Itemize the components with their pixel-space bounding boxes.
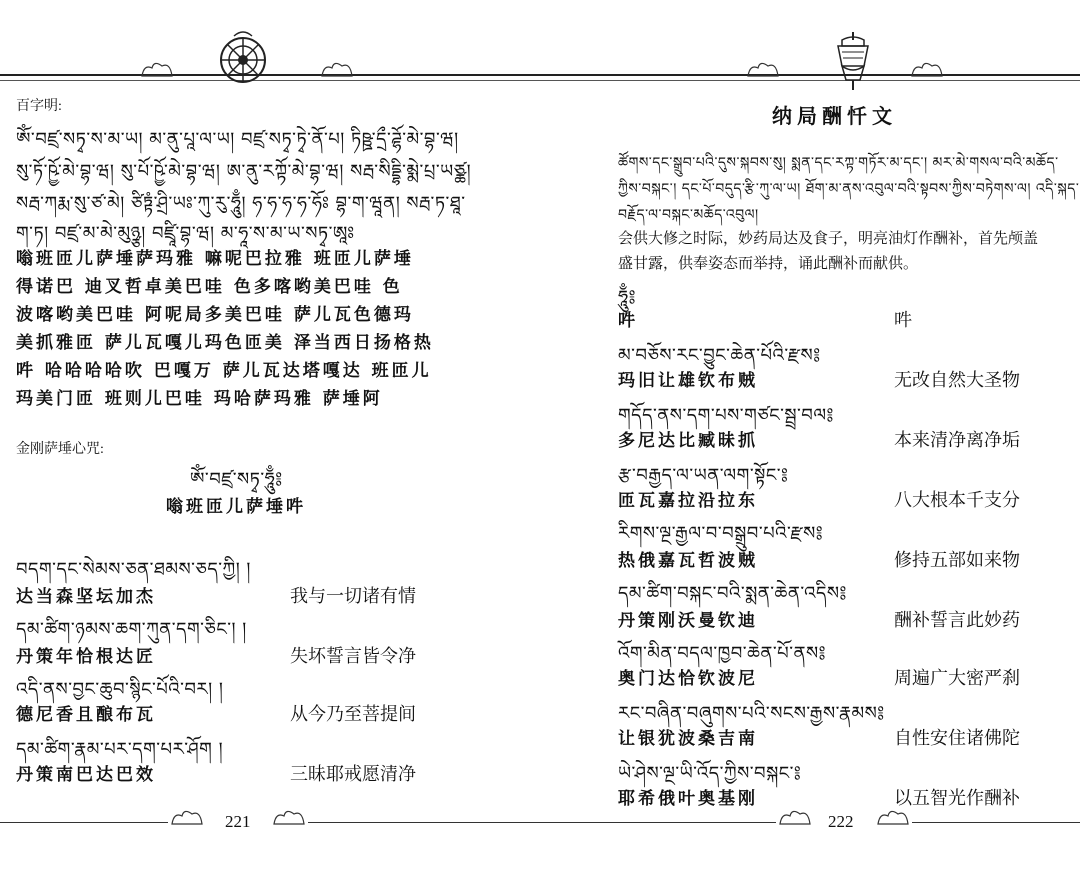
verse-tibetan: དམ་ཚིག་རྣམ་པར་དག་པར་ཤོག །	[16, 739, 224, 760]
verse-transliteration: 匝瓦嘉拉沿拉东	[618, 491, 758, 511]
mantra-tibetan-line: སུ་ཏོ་ཥྱོ་མེ་བྷ་ཝ། སུ་པོ་ཥྱོ་མེ་བྷ་ཝ། ཨ་ནུ་རཀྟོ་མེ་བྷ་ཝ། སརྦ་སིདྡྷི་མྨེ་པྲ་ཡཙྪ།	[16, 161, 472, 182]
verse-chinese: 失坏誓言皆令净	[290, 646, 416, 667]
hum-transliteration: 吽	[618, 311, 638, 331]
hum-chinese: 吽	[894, 310, 912, 331]
verse-transliteration: 玛旧让雄钦布贼	[618, 371, 758, 391]
verse-transliteration: 奥门达恰钦波尼	[618, 669, 758, 689]
cloud-ornament-icon	[746, 60, 780, 78]
verse-chinese: 我与一切诸有情	[290, 586, 416, 607]
page-number: 221	[225, 812, 251, 831]
header-rule	[540, 74, 1080, 76]
cloud-ornament-icon	[272, 808, 306, 826]
verse-chinese: 修持五部如来物	[894, 550, 1020, 571]
heart-mantra-transliteration: 嗡班匝儿萨埵吽	[166, 497, 306, 517]
verse-tibetan: དམ་ཚིག་བསྐང་བའི་སྨན་ཆེན་འདིས༔	[618, 583, 847, 604]
cloud-ornament-icon	[910, 60, 944, 78]
mantra-transliteration-line: 美抓雅匝 萨儿瓦嘎儿玛色匝美 泽当西日扬格热	[16, 333, 434, 353]
verse-transliteration: 耶希俄叶奥基刚	[618, 789, 758, 809]
intro-tibetan-line: ཚོགས་དང་སྒྲུབ་པའི་དུས་སྐབས་སུ། སྨན་དང་རཀྟ་གཏོར་མ་དང༌། མར་མེ་གསལ་བའི་མཆོད་	[618, 155, 1059, 171]
verse-tibetan: མ་བཅོས་རང་བྱུང་ཆེན་པོའི་རྫས༔	[618, 345, 821, 366]
cloud-ornament-icon	[876, 808, 910, 826]
verse-transliteration: 让银犹波桑吉南	[618, 729, 758, 749]
heart-mantra-tibetan: ཨོཾ་བཛྲ་སཏྭ་ཧཱུྃ༔	[190, 469, 283, 490]
verse-transliteration: 丹策南巴达巴效	[16, 765, 156, 785]
verse-chinese: 从今乃至菩提间	[290, 704, 416, 725]
page-number: 222	[828, 812, 854, 831]
verse-chinese: 自性安住诸佛陀	[894, 728, 1020, 749]
verse-tibetan: དམ་ཚིག་ཉམས་ཆག་ཀུན་དག་ཅིང་། །	[16, 619, 247, 640]
verse-transliteration: 达当森坚坛加杰	[16, 587, 156, 607]
section-label-hundred-syllable: 百字明:	[16, 99, 62, 114]
mantra-transliteration-line: 吽 哈哈哈哈吹 巴嘎万 萨儿瓦达塔嘎达 班匝儿	[16, 361, 432, 381]
intro-tibetan-line: བརྗོད་ལ་བསྐང་མཆོད་འབུལ།	[618, 207, 759, 223]
mantra-transliteration-line: 波喀哟美巴哇 阿呢局多美巴哇 萨儿瓦色德玛	[16, 305, 414, 325]
hum-tibetan: ཧཱུྃ༔	[618, 287, 636, 308]
mantra-tibetan-line: ག་ཏ། བཛྲ་མ་མེ་མུཉྩ། བཛྲཱི་བྷ་ཝ། མ་ཧཱ་ས་མ་ཡ་སཏྭ་ཨཱཿ	[16, 223, 355, 244]
footer-rule	[912, 822, 1080, 823]
verse-tibetan: བདག་དང་སེམས་ཅན་ཐམས་ཅད་ཀྱི། །	[16, 559, 251, 580]
right-page	[540, 0, 1080, 894]
verse-chinese: 周遍广大密严刹	[894, 668, 1020, 689]
page-title: 纳局酬忏文	[772, 104, 897, 128]
footer-rule	[540, 822, 776, 823]
mantra-tibetan-line: ཨོཾ་བཛྲ་སཏྭ་ས་མ་ཡ། མ་ནུ་པཱ་ལ་ཡ། བཛྲ་སཏྭ་ཏྭེ་ནོ་པ། ཏིཥྛ་དྲྀ་ཌྷོ་མེ་བྷ་ཝ།	[16, 129, 459, 150]
mantra-transliteration-line: 得诺巴 迪叉哲卓美巴哇 色多喀哟美巴哇 色	[16, 277, 403, 297]
mantra-tibetan-line: སརྦ་ཀརྨ་སུ་ཙ་མེ། ཙིཏྟཾ་ཤྲི་ཡཿ་ཀུ་རུ་ཧཱུྃ། ཧ་ཧ་ཧ་ཧ་ཧོཿ བྷ་ག་ཝཱན། སརྦ་ཏ་ཐཱ་	[16, 193, 466, 214]
verse-chinese: 酬补誓言此妙药	[894, 610, 1020, 631]
section-label-heart-mantra: 金刚萨埵心咒:	[16, 442, 104, 457]
verse-tibetan: ཡེ་ཤེས་ལྔ་ཡི་འོད་ཀྱིས་བསྐང་༔	[618, 763, 802, 784]
intro-chinese-line: 会供大修之时际，妙药局达及食子，明亮油灯作酬补，首先颅盖	[618, 229, 1039, 247]
mantra-transliteration-line: 嗡班匝儿萨埵萨玛雅 嘛呢巴拉雅 班匝儿萨埵	[16, 249, 414, 269]
verse-transliteration: 丹策刚沃曼钦迪	[618, 611, 758, 631]
mantra-transliteration-line: 玛美门匝 班则儿巴哇 玛哈萨玛雅 萨埵阿	[16, 389, 383, 409]
footer-rule	[308, 822, 540, 823]
intro-chinese-line: 盛甘露，供奉姿态而举持，诵此酬补而献供。	[618, 254, 919, 272]
verse-transliteration: 德尼香且酿布瓦	[16, 705, 156, 725]
verse-chinese: 无改自然大圣物	[894, 370, 1020, 391]
verse-chinese: 八大根本千支分	[894, 490, 1020, 511]
dharma-wheel-icon	[214, 30, 272, 92]
verse-tibetan: རིགས་ལྔ་རྒྱལ་བ་བསྒྲུབ་པའི་རྫས༔	[618, 523, 824, 544]
verse-tibetan: འོག་མིན་བདལ་ཁྱབ་ཆེན་པོ་ནས༔	[618, 643, 826, 664]
victory-banner-icon	[824, 30, 882, 92]
verse-chinese: 本来清净离净垢	[894, 430, 1020, 451]
verse-tibetan: རྩ་བརྒྱད་ལ་ཡན་ལག་སྟོང་༔	[618, 465, 789, 486]
verse-transliteration: 多尼达比臧昧抓	[618, 431, 758, 451]
intro-tibetan-line: ཀྱིས་བསྐང་། དང་པོ་བདུད་རྩི་ཀུ་ལ་ཡ། ཐོག་མ་ནས་འབུལ་བའི་སྟབས་ཀྱིས་བཏེགས་ལ། འདི་སྐད་	[618, 181, 1080, 197]
footer-rule	[0, 822, 168, 823]
cloud-ornament-icon	[170, 808, 204, 826]
verse-transliteration: 丹策年恰根达匠	[16, 647, 156, 667]
verse-tibetan: གདོད་ནས་དག་པས་གཙང་སྦྲ་བལ༔	[618, 405, 834, 426]
verse-tibetan: འདི་ནས་བྱང་ཆུབ་སྙིང་པོའི་བར། །	[16, 679, 224, 700]
verse-chinese: 三昧耶戒愿清净	[290, 764, 416, 785]
verse-tibetan: རང་བཞིན་བཞུགས་པའི་སངས་རྒྱས་རྣམས༔	[618, 703, 885, 724]
header-rule-thin	[540, 80, 1080, 81]
cloud-ornament-icon	[320, 60, 354, 78]
cloud-ornament-icon	[778, 808, 812, 826]
verse-transliteration: 热俄嘉瓦哲波贼	[618, 551, 758, 571]
verse-chinese: 以五智光作酬补	[894, 788, 1020, 809]
cloud-ornament-icon	[140, 60, 174, 78]
